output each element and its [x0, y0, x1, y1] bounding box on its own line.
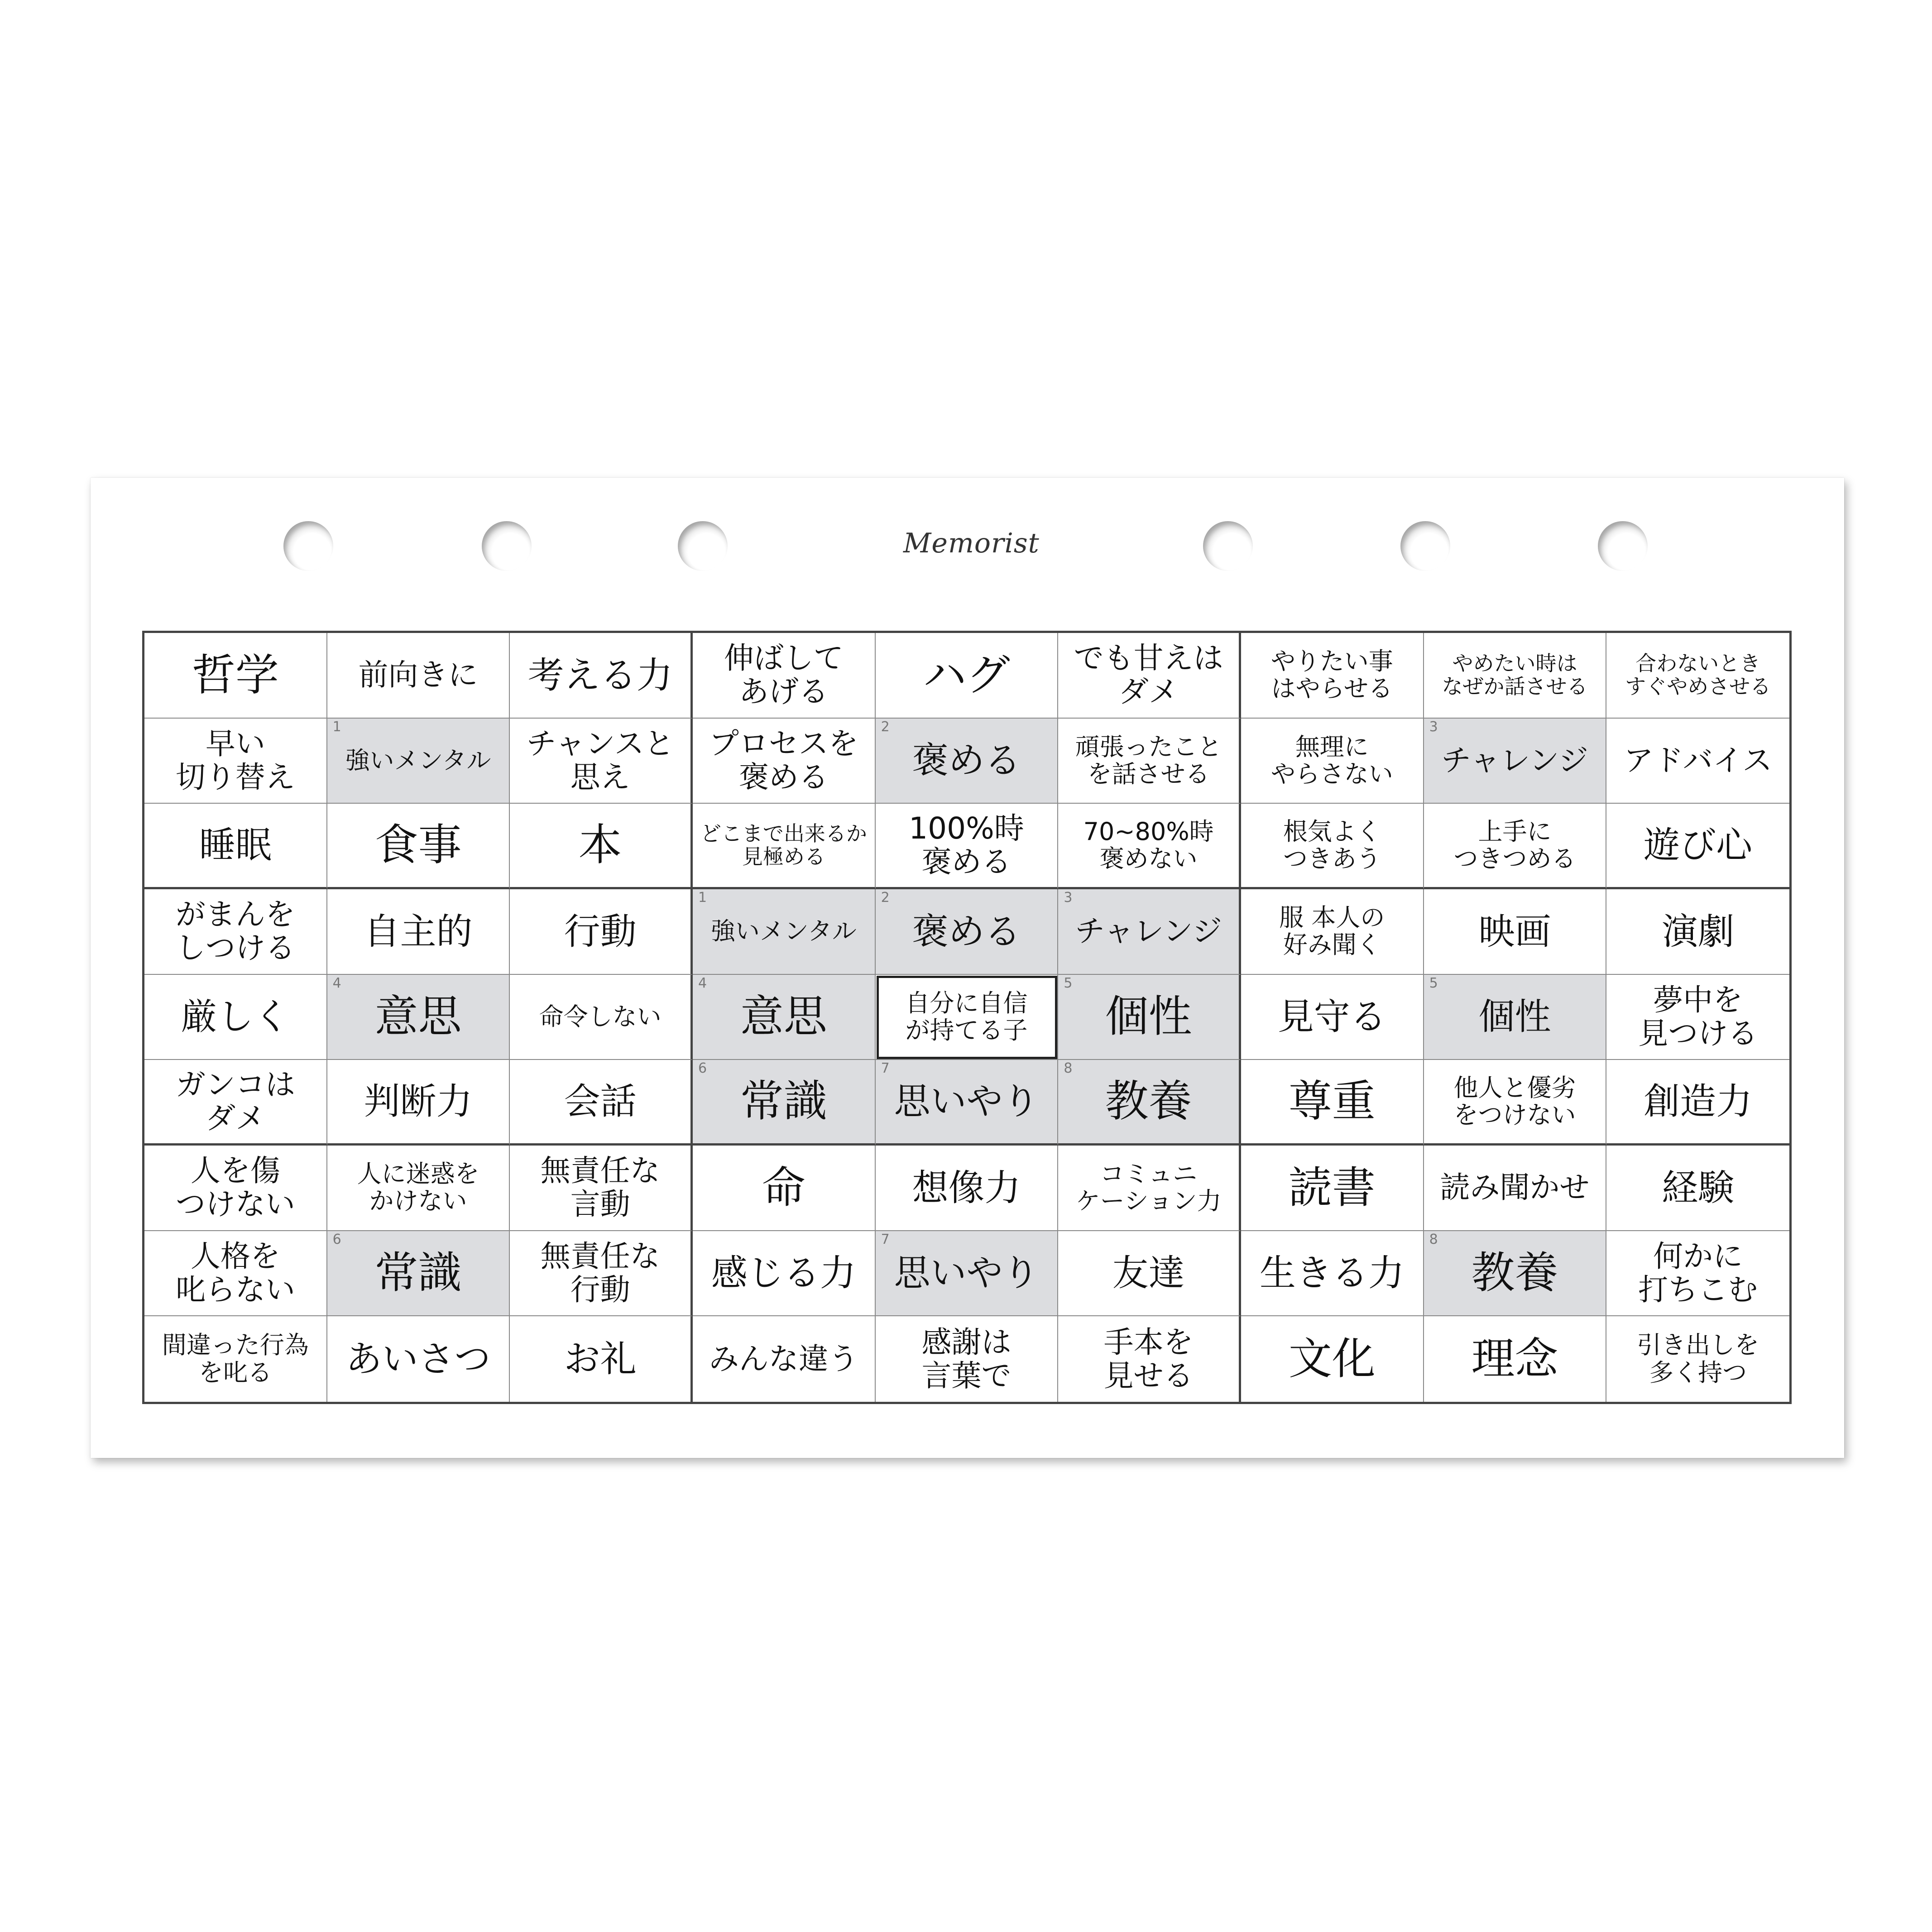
cell-text: 無責任な 行動 — [540, 1239, 660, 1307]
mandala-cell — [327, 975, 510, 1060]
mandala-cell — [144, 719, 327, 804]
cell-text: あいさつ — [345, 1338, 491, 1380]
mandala-cell — [144, 1316, 327, 1402]
cell-text: 自主的 — [364, 910, 473, 953]
cell-text: 無責任な 言動 — [540, 1153, 660, 1222]
cell-text: やりたい事 はやらせる — [1270, 647, 1393, 703]
cell-text: 厳しく — [181, 996, 290, 1038]
cell-text: チャンスと 思え — [526, 726, 674, 795]
cell-text: 無理に やらさない — [1270, 732, 1393, 788]
cell-text: 前向きに — [358, 657, 478, 693]
cell-number: 4 — [332, 975, 341, 991]
cell-text: 伸ばして あげる — [724, 641, 844, 710]
cell-text: 睡眠 — [199, 824, 272, 867]
mandala-cell — [1606, 889, 1789, 975]
cell-text: 根気よく つきあう — [1283, 817, 1381, 873]
cell-text: 文化 — [1288, 1333, 1376, 1384]
mandala-cell — [876, 719, 1059, 804]
cell-text: 70~80%時 褒めない — [1083, 817, 1214, 873]
cell-text: チャレンジ — [1441, 743, 1588, 778]
cell-text: 教養 — [1471, 1247, 1558, 1299]
mandala-cell — [693, 1316, 876, 1402]
mandala-cell — [693, 633, 876, 719]
mandala-cell — [1058, 1231, 1241, 1317]
mandala-cell — [1058, 804, 1241, 889]
cell-text: 本 — [578, 820, 622, 871]
cell-number: 1 — [332, 719, 341, 735]
binder-hole — [283, 521, 333, 571]
cell-text: 服 本人の 好み聞く — [1279, 903, 1385, 959]
cell-number: 3 — [1429, 719, 1438, 735]
cell-text: でも甘えは ダメ — [1074, 641, 1223, 710]
cell-text: 行動 — [564, 910, 637, 953]
binder-hole — [482, 521, 532, 571]
cell-number: 5 — [1064, 975, 1073, 991]
brand-logo: Memorist — [903, 527, 1040, 559]
cell-number: 5 — [1429, 975, 1438, 991]
mandala-cell — [1606, 975, 1789, 1060]
cell-text: 褒める — [912, 739, 1021, 782]
mandala-cell — [1241, 719, 1424, 804]
mandala-cell — [1241, 1060, 1424, 1146]
mandala-cell — [693, 1231, 876, 1317]
mandala-cell — [510, 719, 693, 804]
mandala-cell — [876, 633, 1059, 719]
cell-text: 間違った行為 を叱る — [162, 1331, 309, 1387]
mandala-cell — [1241, 889, 1424, 975]
mandala-cell — [1058, 1146, 1241, 1231]
mandala-cell — [876, 1146, 1059, 1231]
mandala-cell — [1606, 804, 1789, 889]
mandala-cell — [1606, 1231, 1789, 1317]
cell-text: 哲学 — [192, 649, 279, 700]
cell-text: 尊重 — [1288, 1076, 1376, 1127]
mandala-core-goal-cell — [876, 975, 1059, 1060]
mandala-cell — [510, 1060, 693, 1146]
mandala-cell — [144, 889, 327, 975]
mandala-cell — [1606, 1146, 1789, 1231]
mandala-cell — [327, 1316, 510, 1402]
mandala-cell — [510, 889, 693, 975]
cell-text: がまんを しつける — [175, 897, 295, 966]
mandala-cell — [876, 889, 1059, 975]
mandala-cell — [144, 975, 327, 1060]
mandala-cell — [327, 889, 510, 975]
mandala-cell — [1058, 1316, 1241, 1402]
cell-number: 6 — [332, 1231, 341, 1247]
cell-text: 思いやり — [894, 1252, 1039, 1294]
cell-text: 早い 切り替え — [175, 726, 295, 795]
mandala-cell — [1241, 1146, 1424, 1231]
cell-text: 感謝は 言葉で — [921, 1324, 1012, 1393]
mandala-cell — [510, 633, 693, 719]
mandala-cell — [1606, 1060, 1789, 1146]
mandala-cell — [1241, 633, 1424, 719]
memo-sheet — [91, 478, 1844, 1458]
cell-text: 何かに 打ちこむ — [1638, 1239, 1758, 1307]
mandala-cell — [693, 804, 876, 889]
mandala-cell — [876, 1316, 1059, 1402]
cell-text: 強いメンタル — [345, 746, 491, 775]
mandala-cell — [1424, 1231, 1607, 1317]
cell-text: 見守る — [1277, 996, 1386, 1038]
cell-text: 上手に つきつめる — [1453, 817, 1576, 873]
cell-number: 4 — [698, 975, 707, 991]
mandala-cell — [327, 633, 510, 719]
cell-text: 夢中を 見つける — [1638, 983, 1758, 1051]
mandala-cell — [1241, 1316, 1424, 1402]
binder-hole — [678, 521, 728, 571]
mandala-cell — [144, 1146, 327, 1231]
cell-number: 8 — [1429, 1231, 1438, 1247]
cell-text: アドバイス — [1624, 743, 1773, 778]
cell-text: ガンコは ダメ — [175, 1067, 295, 1136]
mandala-cell — [1424, 1146, 1607, 1231]
mandala-cell — [1241, 1231, 1424, 1317]
mandala-cell — [1606, 1316, 1789, 1402]
cell-text: 判断力 — [364, 1080, 473, 1123]
cell-text: やめたい時は なぜか話させる — [1442, 651, 1588, 699]
mandala-cell — [144, 1060, 327, 1146]
cell-text: 意思 — [740, 991, 827, 1042]
cell-text: 100%時 褒める — [909, 811, 1024, 880]
cell-text: どこまで出来るか 見極める — [700, 821, 867, 869]
cell-text: 強いメンタル — [710, 917, 857, 946]
mandala-cell — [1606, 719, 1789, 804]
mandala-cell — [327, 719, 510, 804]
cell-text: チャレンジ — [1075, 914, 1222, 949]
mandala-cell — [693, 1146, 876, 1231]
cell-text: 手本を 見せる — [1103, 1324, 1194, 1393]
cell-text: 理念 — [1471, 1333, 1558, 1384]
mandala-cell — [144, 804, 327, 889]
mandala-cell — [327, 1146, 510, 1231]
mandala-cell — [876, 1060, 1059, 1146]
mandala-cell — [1058, 633, 1241, 719]
cell-text: 想像力 — [912, 1166, 1021, 1209]
cell-number: 6 — [698, 1060, 707, 1077]
cell-text: 演劇 — [1662, 910, 1735, 953]
cell-text: ハグ — [923, 649, 1010, 700]
cell-text: 思いやり — [894, 1080, 1039, 1123]
mandala-cell — [1424, 719, 1607, 804]
mandala-cell — [693, 975, 876, 1060]
cell-text: 経験 — [1662, 1166, 1735, 1209]
cell-text: プロセスを 褒める — [709, 726, 858, 795]
mandala-cell — [1424, 633, 1607, 719]
mandala-cell — [510, 975, 693, 1060]
mandala-cell — [327, 1060, 510, 1146]
cell-number: 7 — [881, 1060, 890, 1077]
cell-text: 自分に自信 が持てる子 — [905, 988, 1028, 1045]
mandala-cell — [1424, 975, 1607, 1060]
cell-number: 2 — [881, 890, 890, 906]
mandala-cell — [876, 804, 1059, 889]
cell-text: 創造力 — [1644, 1080, 1753, 1123]
mandala-cell — [144, 633, 327, 719]
cell-text: 個性 — [1105, 991, 1192, 1042]
mandala-cell — [1424, 1060, 1607, 1146]
mandala-cell — [1424, 889, 1607, 975]
cell-text: 褒める — [912, 910, 1021, 953]
mandala-cell — [327, 1231, 510, 1317]
cell-text: 頑張ったこと を話させる — [1075, 732, 1222, 788]
mandala-chart-grid — [142, 631, 1792, 1404]
cell-number: 7 — [881, 1231, 890, 1247]
cell-text: 映画 — [1478, 910, 1551, 953]
cell-text: 生きる力 — [1259, 1252, 1405, 1294]
cell-text: お礼 — [564, 1338, 637, 1380]
cell-text: 遊び心 — [1644, 824, 1753, 867]
mandala-cell — [1058, 719, 1241, 804]
cell-number: 2 — [881, 719, 890, 735]
cell-text: 読み聞かせ — [1440, 1170, 1590, 1205]
mandala-cell — [327, 804, 510, 889]
mandala-cell — [693, 719, 876, 804]
cell-text: 合わないとき すぐやめさせる — [1625, 651, 1771, 699]
mandala-cell — [1424, 804, 1607, 889]
cell-text: 人に迷惑を かけない — [357, 1159, 479, 1216]
binder-hole — [1400, 521, 1450, 571]
cell-text: 考える力 — [527, 654, 673, 696]
mandala-cell — [693, 889, 876, 975]
mandala-cell — [876, 1231, 1059, 1317]
cell-text: 友達 — [1112, 1252, 1185, 1294]
mandala-cell — [510, 1231, 693, 1317]
cell-text: 個性 — [1478, 996, 1551, 1038]
mandala-cell — [1241, 804, 1424, 889]
mandala-cell — [693, 1060, 876, 1146]
cell-text: 他人と優劣 をつけない — [1453, 1073, 1576, 1130]
cell-text: 食事 — [374, 820, 462, 871]
mandala-cell — [144, 1231, 327, 1317]
cell-text: 教養 — [1105, 1076, 1192, 1127]
cell-text: 常識 — [374, 1247, 462, 1299]
cell-number: 3 — [1064, 890, 1073, 906]
cell-text: コミュニ ケーション力 — [1075, 1159, 1222, 1216]
cell-text: 命 — [762, 1162, 805, 1213]
cell-text: 引き出しを 多く持つ — [1637, 1331, 1759, 1387]
mandala-cell — [510, 1146, 693, 1231]
cell-number: 8 — [1064, 1060, 1073, 1077]
mandala-cell — [1058, 975, 1241, 1060]
cell-text: みんな違う — [709, 1341, 858, 1376]
cell-text: 人を傷 つけない — [175, 1153, 295, 1222]
cell-text: 読書 — [1288, 1162, 1376, 1213]
mandala-cell — [510, 804, 693, 889]
mandala-cell — [1424, 1316, 1607, 1402]
cell-text: 命令しない — [539, 1002, 662, 1031]
cell-text: 人格を 叱らない — [175, 1239, 295, 1307]
mandala-cell — [1606, 633, 1789, 719]
cell-number: 1 — [698, 890, 707, 906]
mandala-cell — [510, 1316, 693, 1402]
mandala-cell — [1058, 1060, 1241, 1146]
mandala-cell — [1241, 975, 1424, 1060]
binder-hole — [1598, 521, 1648, 571]
cell-text: 意思 — [374, 991, 462, 1042]
cell-text: 感じる力 — [711, 1252, 856, 1294]
mandala-cell — [1058, 889, 1241, 975]
cell-text: 常識 — [740, 1076, 827, 1127]
cell-text: 会話 — [564, 1080, 637, 1123]
binder-hole — [1203, 521, 1253, 571]
